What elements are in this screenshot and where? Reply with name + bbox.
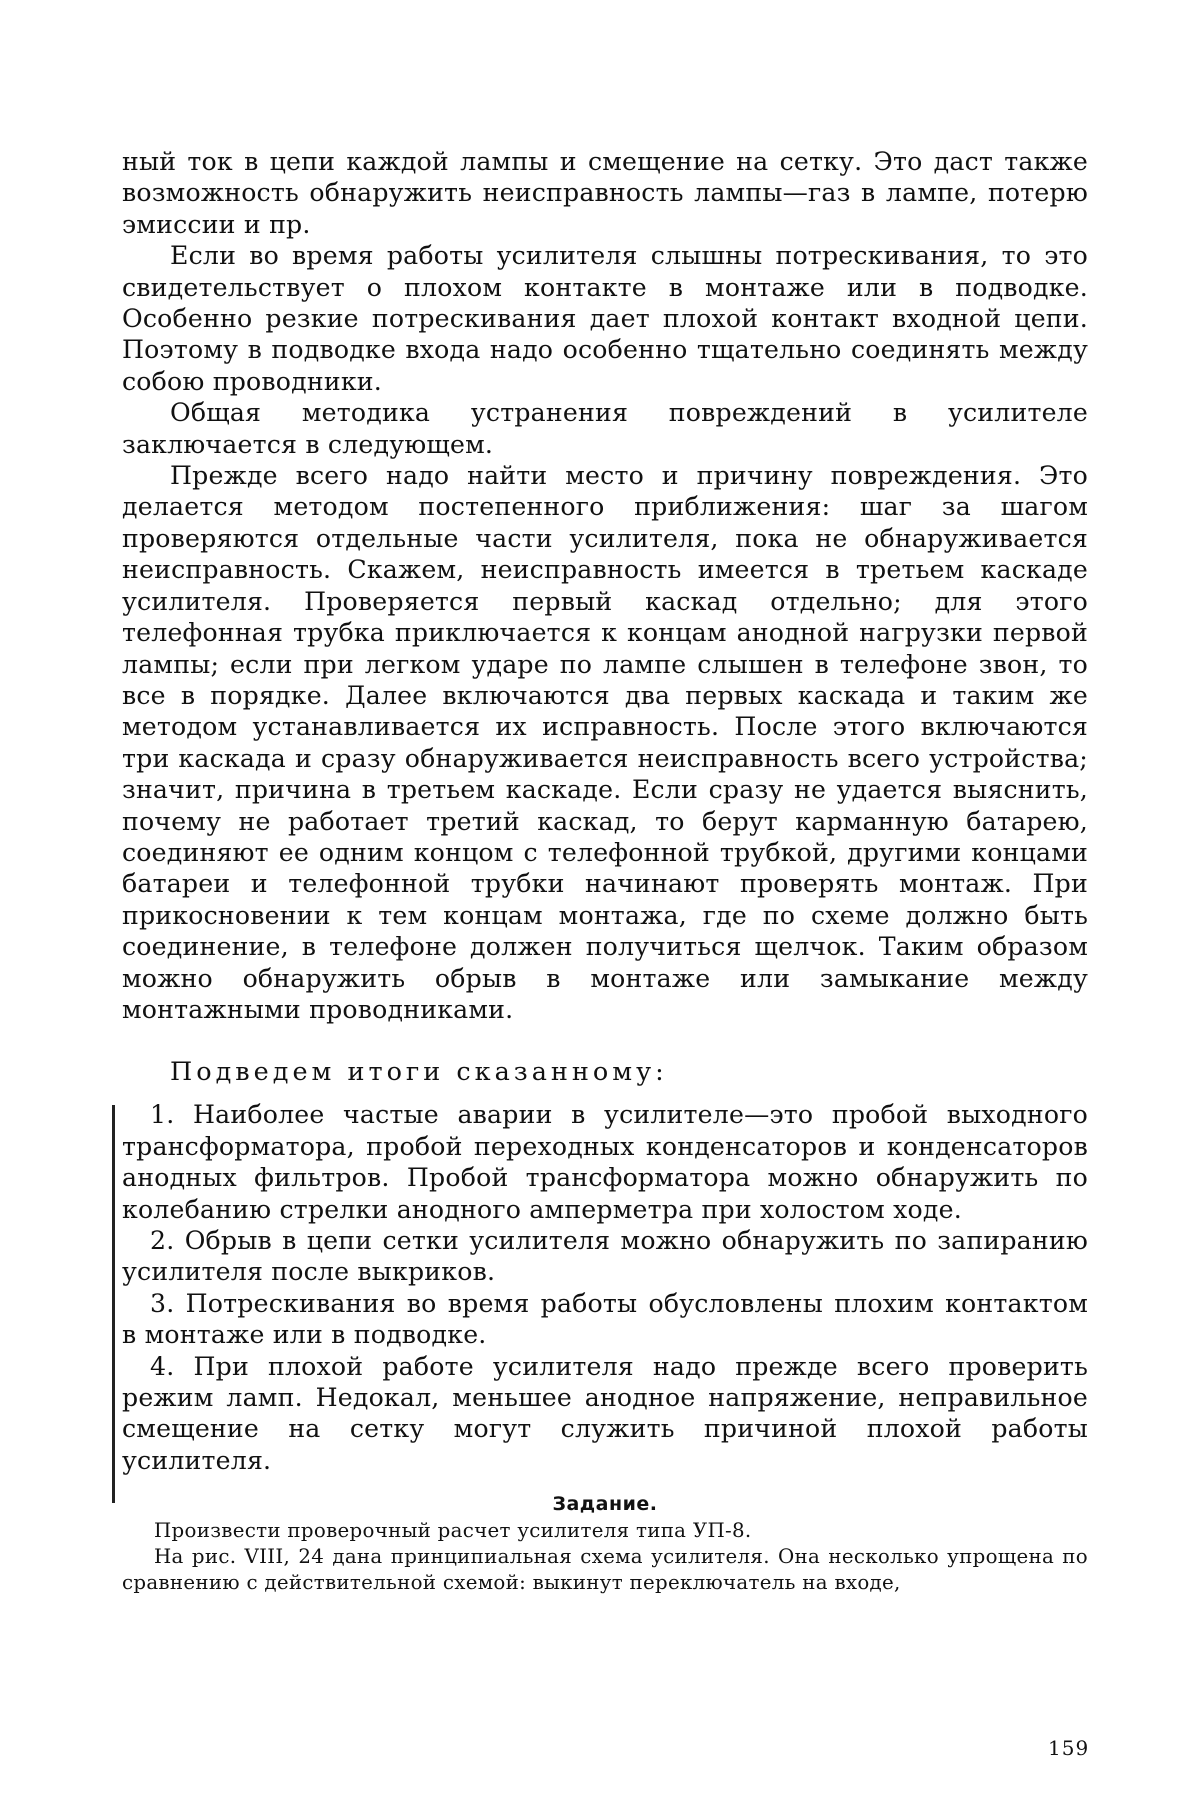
- body-paragraph-3: Общая методика устранения повреждений в усилителе заключается в следующем.: [122, 398, 1088, 459]
- page-text-block: [122, 146, 1088, 1596]
- summary-item-2: 2. Обрыв в цепи сетки усилителя можно обнаружить по запиранию усилителя после выкриков.: [122, 1226, 1088, 1287]
- summary-list: [122, 1099, 1088, 1476]
- body-paragraph-1: ный ток в цепи каждой лампы и смещение на сетку. Это даст также возможность обнаружить неисправность лампы—газ в лампе, потерю эмиссии и пр.: [122, 147, 1088, 239]
- summary-margin-bar: [112, 1105, 115, 1503]
- summary-item-3: 3. Потрескивания во время работы обусловлены плохим контактом в монтаже или в подводке.: [122, 1288, 1088, 1350]
- summary-item-1: 1. Наиболее частые аварии в усилителе—это пробой выходного трансформатора, пробой переходных конденсаторов и конденсаторов анодных фильтров. Пробой трансформатора можно обнаружить по колебанию стрелки анодного амперметра при холостом ходе.: [122, 1100, 1088, 1224]
- body-paragraph-2: Если во время работы усилителя слышны потрескивания, то это свидетельствует о плохом контакте в монтаже или в подводке. Особенно резкие потрескивания дает плохой контакт входной цепи. Поэтому в подводке входа надо особенно тщательно соединять между собою проводники.: [122, 241, 1088, 396]
- summary-heading: Подведем итоги сказанному:: [170, 1057, 668, 1088]
- body-paragraph-4: Прежде всего надо найти место и причину повреждения. Это делается методом постепенного приближения: шаг за шагом проверяются отдельные части усилителя, пока не обнаруживается неисправность. Скажем, неисправность имеется в третьем каскаде усилителя. Проверяется первый каскад отдельно; для этого телефонная трубка приключается к концам анодной нагрузки первой лампы; если при легком ударе по лампе слышен в телефоне звон, то все в порядке. Далее включаются два первых каскада и таким же методом устанавливается их исправность. После этого включаются три каскада и сразу обнаруживается неисправность всего устройства; значит, причина в третьем каскаде. Если сразу не удается выяснить, почему не работает третий каскад, то берут карманную батарею, соединяют ее одним концом с телефонной трубкой, другими концами батареи и телефонной трубки начинают проверять монтаж. При прикосновении к тем концам монтажа, где по схеме должно быть соединение, в телефоне должен получиться щелчок. Таким образом можно обнаружить обрыв в монтаже или замыкание между монтажными проводниками.: [122, 461, 1088, 1024]
- task-line-1: Произвести проверочный расчет усилителя типа УП-8.: [154, 1519, 752, 1543]
- task-title: Задание.: [552, 1493, 658, 1516]
- summary-item-4: 4. При плохой работе усилителя надо прежде всего проверить режим ламп. Недокал, меньшее анодное напряжение, неправильное смещение на сетку могут служить причиной плохой работы усилителя.: [122, 1351, 1088, 1475]
- task-line-2: На рис. VIII, 24 дана принципиальная схема усилителя. Она несколько упрощена по сравнению с действительной схемой: выкинут переключатель на входе,: [122, 1545, 1088, 1595]
- page-number: 159: [1048, 1736, 1090, 1760]
